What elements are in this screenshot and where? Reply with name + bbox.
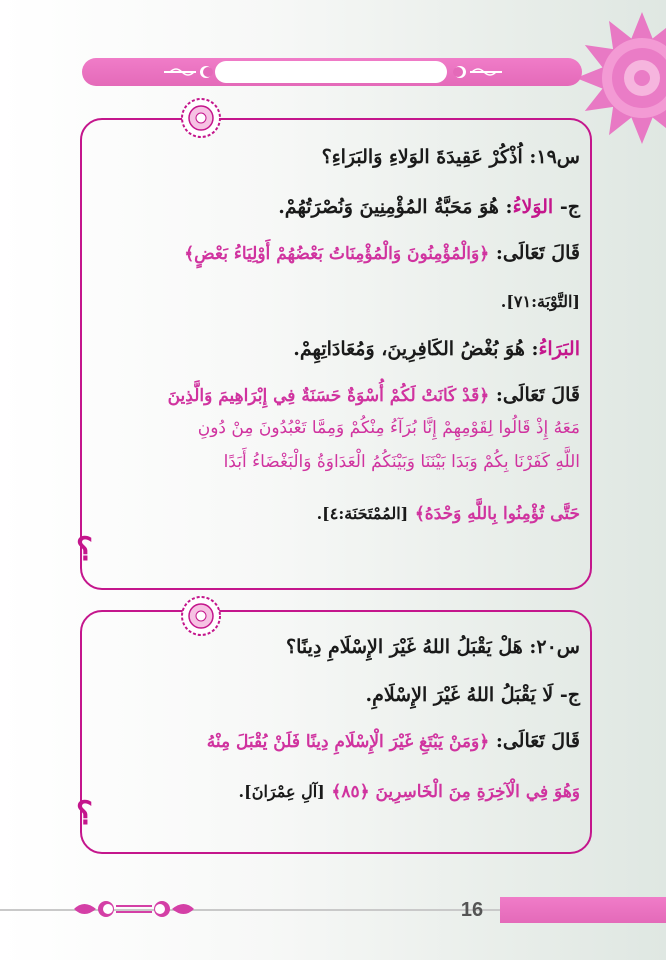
verse3-line-1 [90,730,580,752]
term-wala: الوَلاءُ [512,196,554,218]
verse-ref-imran: [آلِ عِمْرَانَ]. [238,782,325,801]
header-field [215,61,447,83]
verse2-line-1 [90,384,580,406]
answer-wala [90,196,580,218]
medallion-icon [180,97,222,139]
verse-intro: قَالَ تَعَالَى: [495,242,580,264]
verse3-line-2 [90,780,580,802]
verse2-line-4 [90,502,580,524]
question-19: س١٩: اُذْكُرْ عَقِيدَةَ الوَلاءِ وَالبَرَاءِ؟ [321,146,580,168]
definition-bara: : هُوَ بُغْضُ الكَافِرِينَ، وَمُعَادَاتِهِمْ. [293,338,539,360]
question-mark-icon: ؟ [76,530,93,568]
verse-tawbah: ﴿وَالْمُؤْمِنُونَ وَالْمُؤْمِنَاتُ بَعْضُهُمْ أَوْلِيَاءُ بَعْضٍ﴾ [184,244,490,264]
footer-ornament-icon [72,898,196,920]
verse3-text-1: ﴿وَمَنْ يَبْتَغِ غَيْرَ الْإِسْلَامِ دِينًا فَلَنْ يُقْبَلَ مِنْهُ [206,732,490,752]
verse-line-wala [90,242,580,264]
verse-ref-mumtahanah: [المُمْتَحَنَة:٤]. [316,504,409,523]
verse2-text-4: حَتَّى تُؤْمِنُوا بِاللَّهِ وَحْدَهُ﴾ [414,504,580,524]
verse2-intro: قَالَ تَعَالَى: [495,384,580,406]
answer-bara [90,338,580,360]
question-mark-icon: ؟ [76,794,93,832]
question-20: س٢٠: هَلْ يَقْبَلُ اللهُ غَيْرَ الإِسْلَامِ دِينًا؟ [286,636,580,658]
footer-bar [500,897,666,923]
verse3-text-2: وَهُوَ فِي الْآخِرَةِ مِنَ الْخَاسِرِينَ ﴿٨٥﴾ [331,782,580,802]
header-ornament-right-icon [450,64,506,80]
definition-wala: : هُوَ مَحَبَّةُ المُؤْمِنِينَ وَنُصْرَتُهُمْ. [278,196,513,218]
medallion-icon [180,595,222,637]
term-bara: البَرَاءُ [538,338,580,360]
verse3-intro: قَالَ تَعَالَى: [495,730,580,752]
verse2-text-1: ﴿قَدْ كَانَتْ لَكُمْ أُسْوَةٌ حَسَنَةٌ فِي إِبْرَاهِيمَ وَالَّذِينَ [167,386,490,406]
answer-20: ج- لَا يَقْبَلُ اللهُ غَيْرَ الإِسْلَامِ. [365,684,580,706]
verse-ref-tawbah: [التَّوْبَة:٧١]. [500,292,580,311]
page-number: 16 [460,899,484,921]
verse2-text-3: اللَّهِ كَفَرْنَا بِكُمْ وَبَدَا بَيْنَنَا وَبَيْنَكُمُ الْعَدَاوَةُ وَالْبَغْضَاءُ أَبَدًا [223,452,580,472]
answer-prefix: ج- [559,196,580,218]
header-ornament-left-icon [160,64,216,80]
verse2-text-2: مَعَهُ إِذْ قَالُوا لِقَوْمِهِمْ إِنَّا بُرَآءُ مِنْكُمْ وَمِمَّا تَعْبُدُونَ مِنْ دُونِ [197,418,580,438]
